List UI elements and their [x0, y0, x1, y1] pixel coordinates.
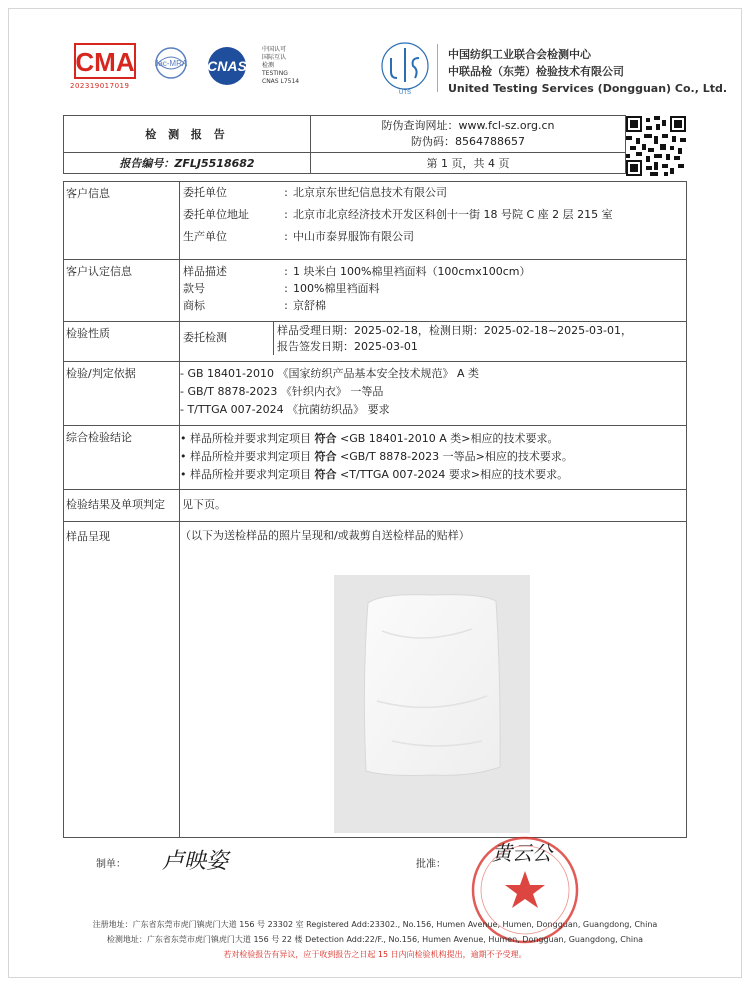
cnas-logo-icon	[196, 46, 258, 88]
results-label: 检验结果及单项判定	[64, 490, 180, 522]
basis-cell	[180, 362, 687, 426]
page-indicator: 第 1 页，共 4 页	[311, 153, 626, 174]
nature-dates-line1: 样品受理日期：2025-02-18，检测日期：2025-02-18~2025-03-01，	[277, 324, 632, 337]
cma-number: 202319017019	[70, 82, 130, 90]
cnas-text-line: CNAS L7514	[262, 78, 300, 85]
nature-label: 检验性质	[64, 322, 180, 362]
sample-key: 款号	[183, 282, 205, 295]
basis-item: - GB 18401-2010 《国家纺织产品基本安全技术规范》 A 类	[180, 367, 480, 380]
lab-name-block	[448, 46, 727, 97]
conclusion-item: • 样品所检并要求判定项目 符合 <GB 18401-2010 A 类>相应的技术要求。	[180, 432, 559, 445]
qr-code-icon[interactable]	[626, 116, 686, 176]
client-key: 委托单位	[183, 186, 227, 199]
anti-fake-code: 防伪码：8564788657	[411, 135, 525, 148]
ilac-label: ilac-MRA	[154, 59, 188, 68]
approver-name: 黄云公	[492, 841, 552, 865]
sample-key: 商标	[183, 299, 205, 312]
sample-row: 商标 : 京舒棉	[180, 297, 686, 314]
sample-key: 样品描述	[183, 265, 227, 278]
sample-value: 100%棉里裆面料	[293, 282, 380, 295]
conclusion-item: • 样品所检并要求判定项目 符合 <T/TTGA 007-2024 要求>相应的技术要求。	[180, 468, 569, 481]
presentation-note: （以下为送检样品的照片呈现和/或裁剪自送检样品的贴样）	[180, 529, 470, 542]
approver-label: 批准：	[416, 859, 446, 870]
maker-signature	[158, 840, 258, 880]
sample-value: 1 块米白 100%棉里裆面料（100cmx100cm）	[293, 265, 531, 278]
ilac-logo-icon	[146, 46, 196, 88]
conclusion-verdict: 符合	[314, 468, 337, 481]
cnas-text-line: 检测	[262, 62, 275, 69]
client-key: 生产单位	[183, 230, 227, 243]
nature-dates-line2: 报告签发日期：2025-03-01	[277, 340, 418, 353]
detection-address: 检测地址：广东省东莞市虎门镇虎门大道 156 号 22 楼 Detection Add:22/F., No.156, Humen Avenue, Humen, Dongguan, Guangdong, China	[106, 935, 644, 944]
sample-info-cell	[180, 260, 687, 322]
client-info-cell	[180, 182, 687, 260]
client-value: 北京京东世纪信息技术有限公司	[293, 186, 447, 199]
cma-label: CMA	[75, 47, 135, 77]
nature-type: 委托检测	[180, 322, 274, 355]
anti-fake-cell	[311, 116, 626, 153]
client-info-label: 客户信息	[64, 182, 180, 260]
basis-label: 检验/判定依据	[64, 362, 180, 426]
cnas-text	[262, 46, 299, 86]
conclusion-verdict: 符合	[314, 450, 337, 463]
conclusion-item: • 样品所检并要求判定项目 符合 <GB/T 8878-2023 一等品>相应的技术要求。	[180, 450, 573, 463]
lab-name-en: United Testing Services (Dongguan) Co., Ltd.	[448, 82, 728, 95]
basis-item: - GB/T 8878-2023 《针织内衣》 一等品	[180, 385, 384, 398]
client-value: 中山市泰昇服饰有限公司	[293, 230, 414, 243]
cnas-text-line: 国际互认	[262, 54, 287, 61]
results-value: 见下页。	[180, 490, 687, 522]
client-row: 委托单位地址 : 北京市北京经济技术开发区科创十一街 18 号院 C 座 2 层 215 室	[180, 204, 686, 226]
conclusion-cell	[180, 426, 687, 490]
client-value: 北京市北京经济技术开发区科创十一街 18 号院 C 座 2 层 215 室	[293, 208, 613, 221]
header-divider	[437, 44, 438, 92]
presentation-label: 样品呈现	[64, 522, 180, 838]
conclusion-verdict: 符合	[314, 432, 337, 445]
nature-cell	[180, 322, 687, 362]
report-title: 检 测 报 告	[64, 116, 311, 153]
maker-name: 卢映姿	[162, 849, 229, 874]
cma-logo-icon	[74, 43, 136, 79]
cnas-text-line: 中国认可	[262, 46, 287, 53]
approver-signature	[484, 836, 584, 866]
sample-value: 京舒棉	[293, 299, 326, 312]
anti-fake-site: 防伪查询网址：www.fcl-sz.org.cn	[381, 119, 555, 132]
registered-address: 注册地址：广东省东莞市虎门镇虎门大道 156 号 23302 室 Registered Add:23302., No.156, Humen Avenue, Humen, Dongguan, Guangdong, China	[92, 920, 658, 929]
lab-name-cn-2: 中联品检（东莞）检验技术有限公司	[448, 65, 624, 78]
client-key: 委托单位地址	[183, 208, 249, 221]
uts-label: UTS	[399, 90, 411, 96]
objection-notice: 若对检验报告有异议，应于收到报告之日起 15 日内向检验机构提出，逾期不予受理。	[223, 950, 527, 959]
report-info-table	[63, 115, 626, 174]
lab-name-cn-1: 中国纺织工业联合会检测中心	[448, 48, 591, 61]
maker-label: 制单：	[96, 859, 126, 870]
uts-logo-icon	[380, 40, 430, 96]
cnas-text-line: TESTING	[262, 70, 288, 77]
fabric-sample-image	[362, 591, 503, 779]
basis-item: - T/TTGA 007-2024 《抗菌纺织品》 要求	[180, 403, 390, 416]
client-row: 生产单位 : 中山市泰昇服饰有限公司	[180, 226, 686, 248]
conclusion-label: 综合检验结论	[64, 426, 180, 490]
report-number: 报告编号：ZFLJ5518682	[64, 153, 311, 174]
client-row: 委托单位 : 北京京东世纪信息技术有限公司	[180, 182, 686, 204]
sample-row: 样品描述 : 1 块米白 100%棉里裆面料（100cmx100cm）	[180, 263, 686, 280]
cnas-label: CNAS	[207, 58, 247, 74]
sample-info-label: 客户认定信息	[64, 260, 180, 322]
sample-row: 款号 : 100%棉里裆面料	[180, 280, 686, 297]
